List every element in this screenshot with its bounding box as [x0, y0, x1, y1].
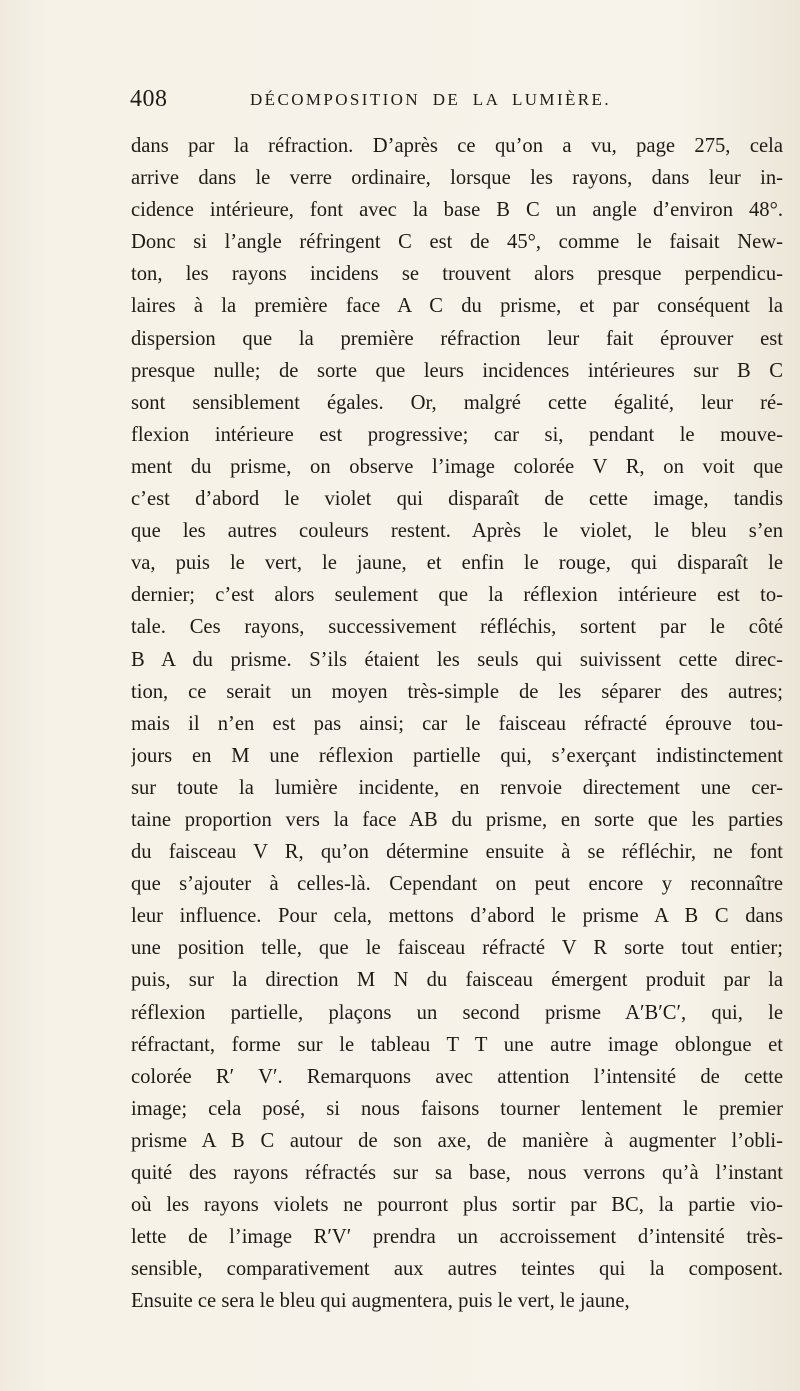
- text-line: jours en M une réflexion partielle qui, s’exerçant indistinctement: [131, 744, 783, 767]
- text-line: taine proportion vers la face AB du prisme, en sorte que les parties: [131, 808, 783, 831]
- text-line: que les autres couleurs restent. Après le violet, le bleu s’en: [131, 520, 783, 543]
- text-line: mais il n’en est pas ainsi; car le faisceau réfracté éprouve tou-: [131, 712, 783, 735]
- text-line: sensible, comparativement aux autres teintes qui la composent.: [131, 1258, 783, 1281]
- text-line: Ensuite ce sera le bleu qui augmentera, puis le vert, le jaune,: [131, 1290, 630, 1313]
- text-line: arrive dans le verre ordinaire, lorsque les rayons, dans leur in-: [131, 167, 783, 190]
- text-line: où les rayons violets ne pourront plus sortir par BC, la partie vio-: [131, 1194, 783, 1217]
- page-header: [130, 86, 780, 116]
- text-line: que s’ajouter à celles-là. Cependant on peut encore y reconnaître: [131, 873, 783, 896]
- text-line: cidence intérieure, font avec la base B C un angle d’environ 48°.: [131, 199, 783, 222]
- text-line: c’est d’abord le violet qui disparaît de cette image, tandis: [131, 488, 783, 511]
- text-line: sur toute la lumière incidente, en renvoie directement une cer-: [131, 776, 783, 799]
- text-line: dernier; c’est alors seulement que la réflexion intérieure est to-: [131, 584, 783, 607]
- text-line: une position telle, que le faisceau réfracté V R sorte tout entier;: [131, 937, 783, 960]
- text-line: dispersion que la première réfraction leur fait éprouver est: [131, 327, 783, 350]
- text-line: Donc si l’angle réfringent C est de 45°, comme le faisait New-: [131, 231, 783, 254]
- text-line: réflexion partielle, plaçons un second prisme A′B′C′, qui, le: [131, 1001, 783, 1024]
- text-line: réfractant, forme sur le tableau T T une autre image oblongue et: [131, 1033, 783, 1056]
- text-line: quité des rayons réfractés sur sa base, nous verrons qu’à l’instant: [131, 1162, 783, 1184]
- text-line: tale. Ces rayons, successivement réfléchis, sortent par le côté: [131, 616, 783, 639]
- text-line: laires à la première face A C du prisme, et par conséquent la: [131, 295, 783, 318]
- text-line: B A du prisme. S’ils étaient les seuls qui suivissent cette direc-: [131, 648, 783, 671]
- body-text: [131, 130, 783, 1317]
- text-line: image; cela posé, si nous faisons tourner lentement le premier: [131, 1097, 783, 1120]
- running-head: DÉCOMPOSITION DE LA LUMIÈRE.: [250, 90, 611, 109]
- text-line: tion, ce serait un moyen très-simple de les séparer des autres;: [131, 680, 783, 703]
- text-line: leur influence. Pour cela, mettons d’abord le prisme A B C dans: [131, 905, 783, 928]
- text-line: flexion intérieure est progressive; car si, pendant le mouve-: [131, 423, 783, 446]
- text-line: puis, sur la direction M N du faisceau émergent produit par la: [131, 969, 783, 992]
- text-line: va, puis le vert, le jaune, et enfin le rouge, qui disparaît le: [131, 552, 783, 575]
- text-line: presque nulle; de sorte que leurs incidences intérieures sur B C: [131, 359, 783, 382]
- text-line: dans par la réfraction. D’après ce qu’on a vu, page 275, cela: [131, 135, 783, 157]
- text-line: lette de l’image R′V′ prendra un accroissement d’intensité très-: [131, 1226, 783, 1249]
- page-number: 408: [130, 86, 168, 112]
- text-line: colorée R′ V′. Remarquons avec attention l’intensité de cette: [131, 1065, 783, 1088]
- text-line: ment du prisme, on observe l’image colorée V R, on voit que: [131, 455, 783, 478]
- text-line: prisme A B C autour de son axe, de manière à augmenter l’obli-: [131, 1129, 783, 1152]
- text-line: ton, les rayons incidens se trouvent alors presque perpendicu-: [131, 263, 783, 286]
- text-line: du faisceau V R, qu’on détermine ensuite à se réfléchir, ne font: [131, 841, 783, 864]
- text-line: sont sensiblement égales. Or, malgré cette égalité, leur ré-: [131, 391, 783, 414]
